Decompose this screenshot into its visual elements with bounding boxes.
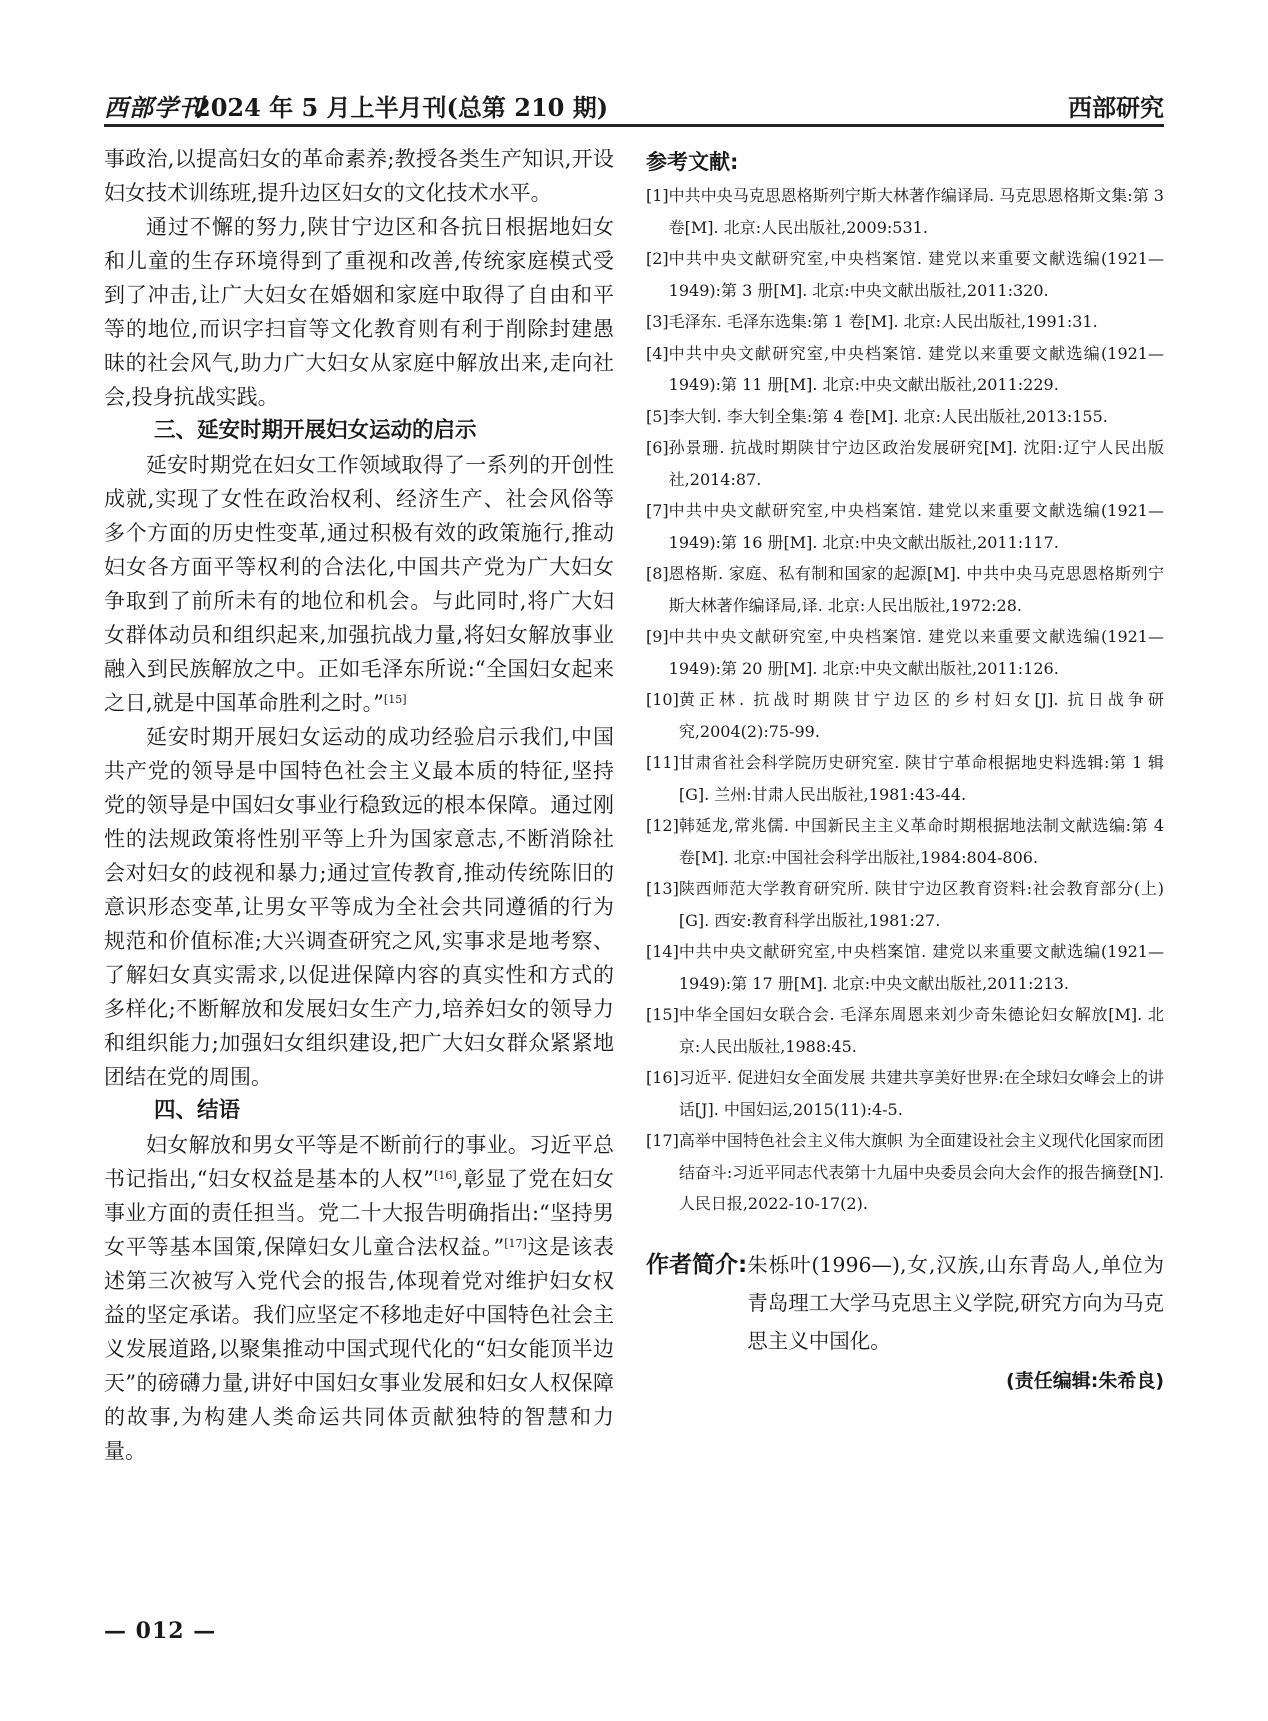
reference-item xyxy=(646,306,1164,338)
reference-text: 韩延龙,常兆儒. 中国新民主主义革命时期根据地法制文献选编:第 4 卷[M]. 北京:中国社会科学出版社,1984:804-806. xyxy=(678,816,1164,867)
reference-item xyxy=(646,401,1164,433)
reference-number: [2] xyxy=(646,249,669,268)
responsible-editor: (责任编辑:朱希良) xyxy=(1006,1369,1164,1392)
reference-number: [15] xyxy=(646,1005,679,1024)
right-column xyxy=(646,146,1164,1393)
reference-number: [13] xyxy=(646,879,679,898)
left-column xyxy=(104,142,614,1468)
issue-info: 2024 年 5 月上半月刊(总第 210 期) xyxy=(194,93,609,122)
reference-text: 恩格斯. 家庭、私有制和国家的起源[M]. 中共中央马克思恩格斯列宁斯大林著作编译局,译. 北京:人民出版社,1972:28. xyxy=(668,564,1164,615)
paragraph-1: 事政治,以提高妇女的革命素养;教授各类生产知识,开设妇女技术训练班,提升边区妇女的文化技术水平。 xyxy=(104,147,614,205)
reference-number: [7] xyxy=(646,501,669,520)
reference-text: 中共中央文献研究室,中央档案馆. 建党以来重要文献选编(1921—1949):第 3 册[M]. 北京:中央文献出版社,2011:320. xyxy=(668,249,1164,300)
paragraph-3: 延安时期党在妇女工作领域取得了一系列的开创性成就,实现了女性在政治权利、经济生产、社会风俗等多个方面的历史性变革,通过积极有效的政策施行,推动妇女各方面平等权利的合法化,中国共产党为广大妇女争取到了前所未有的地位和机会。与此同时,将广大妇女群体动员和组织起来,加强抗战力量,将妇女解放事业融入到民族解放之中。正如毛泽东所说:“全国妇女起来之日,就是中国革命胜利之时。”[15] xyxy=(104,453,614,715)
paragraph-4: 延安时期开展妇女运动的成功经验启示我们,中国共产党的领导是中国特色社会主义最本质的特征,坚持党的领导是中国妇女事业行稳致远的根本保障。通过刚性的法规政策将性别平等上升为国家意志,不断消除社会对妇女的歧视和暴力;通过宣传教育,推动传统陈旧的意识形态变革,让男女平等成为全社会共同遵循的行为规范和价值标准;大兴调查研究之风,实事求是地考察、了解妇女真实需求,以促进保障内容的真实性和方式的多样化;不断解放和发展妇女生产力,培养妇女的领导力和组织能力;加强妇女组织建设,把广大妇女群众紧紧地团结在党的周围。 xyxy=(104,725,614,1089)
reference-number: [1] xyxy=(646,186,669,205)
page-number: — 012 — xyxy=(104,1618,217,1644)
reference-text: 中共中央文献研究室,中央档案馆. 建党以来重要文献选编(1921—1949):第 16 册[M]. 北京:中央文献出版社,2011:117. xyxy=(668,501,1164,552)
reference-item xyxy=(646,432,1164,495)
reference-number: [3] xyxy=(646,312,669,331)
reference-text: 中共中央文献研究室,中央档案馆. 建党以来重要文献选编(1921—1949):第 17 册[M]. 北京:中央文献出版社,2011:213. xyxy=(678,942,1164,993)
reference-number: [4] xyxy=(646,343,669,363)
reference-number: [12] xyxy=(646,816,679,835)
reference-item xyxy=(646,495,1164,558)
reference-item xyxy=(646,180,1164,243)
section-title: 西部研究 xyxy=(1068,93,1164,122)
reference-text: 黄正林. 抗战时期陕甘宁边区的乡村妇女[J]. 抗日战争研究,2004(2):75-99. xyxy=(678,690,1164,741)
paragraph-5: 妇女解放和男女平等是不断前行的事业。习近平总书记指出,“妇女权益是基本的人权”[16],彰显了党在妇女事业方面的责任担当。党二十大报告明确指出:“坚持男女平等基本国策,保障妇女儿童合法权益。”[17]这是该表述第三次被写入党代会的报告,体现着党对维护妇女权益的坚定承诺。我们应坚定不移地走好中国特色社会主义发展道路,以聚集推动中国式现代化的“妇女能顶半边天”的磅礴力量,讲好中国妇女事业发展和妇女人权保障的故事,为构建人类命运共同体贡献独特的智慧和力量。 xyxy=(104,1133,614,1463)
reference-item xyxy=(646,747,1164,810)
reference-text: 中共中央马克思恩格斯列宁斯大林著作编译局. 马克思恩格斯文集:第 3 卷[M]. 北京:人民出版社,2009:531. xyxy=(668,186,1164,237)
reference-item xyxy=(646,1125,1164,1220)
reference-text: 高举中国特色社会主义伟大旗帜 为全面建设社会主义现代化国家而团结奋斗:习近平同志代表第十九届中央委员会向大会作的报告摘登[N]. 人民日报,2022-10-17(2). xyxy=(678,1131,1164,1213)
reference-number: [14] xyxy=(646,942,679,961)
reference-text: 甘肃省社会科学院历史研究室. 陕甘宁革命根据地史料选辑:第 1 辑[G]. 兰州:甘肃人民出版社,1981:43-44. xyxy=(678,753,1164,804)
reference-item xyxy=(646,558,1164,621)
reference-number: [6] xyxy=(646,438,669,457)
reference-item xyxy=(646,684,1164,747)
reference-item xyxy=(646,936,1164,999)
reference-item xyxy=(646,243,1164,306)
reference-item xyxy=(646,999,1164,1062)
reference-number: [16] xyxy=(646,1068,679,1087)
reference-item xyxy=(646,338,1164,401)
author-bio-text: 朱栎叶(1996—),女,汉族,山东青岛人,单位为青岛理工大学马克思主义学院,研究方向为马克思主义中国化。 xyxy=(747,1252,1164,1353)
reference-number: [5] xyxy=(646,406,669,426)
reference-number: [8] xyxy=(646,564,669,583)
section-heading-3: 三、延安时期开展妇女运动的启示 xyxy=(154,418,477,443)
journal-logo: 西部学刊 xyxy=(104,93,204,122)
reference-text: 孙景珊. 抗战时期陕甘宁边区政治发展研究[M]. 沈阳:辽宁人民出版社,2014:87. xyxy=(668,438,1164,489)
reference-item xyxy=(646,873,1164,936)
citation-15: [15] xyxy=(383,693,407,706)
reference-number: [9] xyxy=(646,627,669,646)
author-bio xyxy=(646,1246,1164,1360)
section-heading-4: 四、结语 xyxy=(154,1098,241,1123)
header-rule xyxy=(104,124,1164,127)
reference-item xyxy=(646,1062,1164,1125)
author-bio-label: 作者简介: xyxy=(646,1251,748,1278)
reference-text: 陕西师范大学教育研究所. 陕甘宁边区教育资料:社会教育部分(上)[G]. 西安:教育科学出版社,1981:27. xyxy=(678,879,1164,930)
reference-number: [11] xyxy=(646,753,679,772)
running-header xyxy=(104,88,1164,122)
references-title: 参考文献: xyxy=(646,150,739,174)
reference-text: 中华全国妇女联合会. 毛泽东周恩来刘少奇朱德论妇女解放[M]. 北京:人民出版社,1988:45. xyxy=(678,1005,1164,1056)
reference-number: [17] xyxy=(646,1131,679,1150)
reference-text: 毛泽东. 毛泽东选集:第 1 卷[M]. 北京:人民出版社,1991:31. xyxy=(668,312,1098,331)
reference-number: [10] xyxy=(646,690,679,709)
reference-text: 李大钊. 李大钊全集:第 4 卷[M]. 北京:人民出版社,2013:155. xyxy=(668,406,1108,426)
reference-item xyxy=(646,621,1164,684)
paragraph-2: 通过不懈的努力,陕甘宁边区和各抗日根据地妇女和儿童的生存环境得到了重视和改善,传统家庭模式受到了冲击,让广大妇女在婚姻和家庭中取得了自由和平等的地位,而识字扫盲等文化教育则有利于削除封建愚昧的社会风气,助力广大妇女从家庭中解放出来,走向社会,投身抗战实践。 xyxy=(104,215,614,409)
citation-17: [17] xyxy=(504,1237,527,1250)
reference-text: 中共中央文献研究室,中央档案馆. 建党以来重要文献选编(1921—1949):第 20 册[M]. 北京:中央文献出版社,2011:126. xyxy=(668,627,1164,678)
reference-text: 中共中央文献研究室,中央档案馆. 建党以来重要文献选编(1921—1949):第 11 册[M]. 北京:中央文献出版社,2011:229. xyxy=(668,343,1164,394)
reference-item xyxy=(646,810,1164,873)
citation-16: [16] xyxy=(434,1169,457,1182)
reference-text: 习近平. 促进妇女全面发展 共建共享美好世界:在全球妇女峰会上的讲话[J]. 中国妇运,2015(11):4-5. xyxy=(678,1068,1164,1119)
reference-list xyxy=(646,180,1164,1220)
